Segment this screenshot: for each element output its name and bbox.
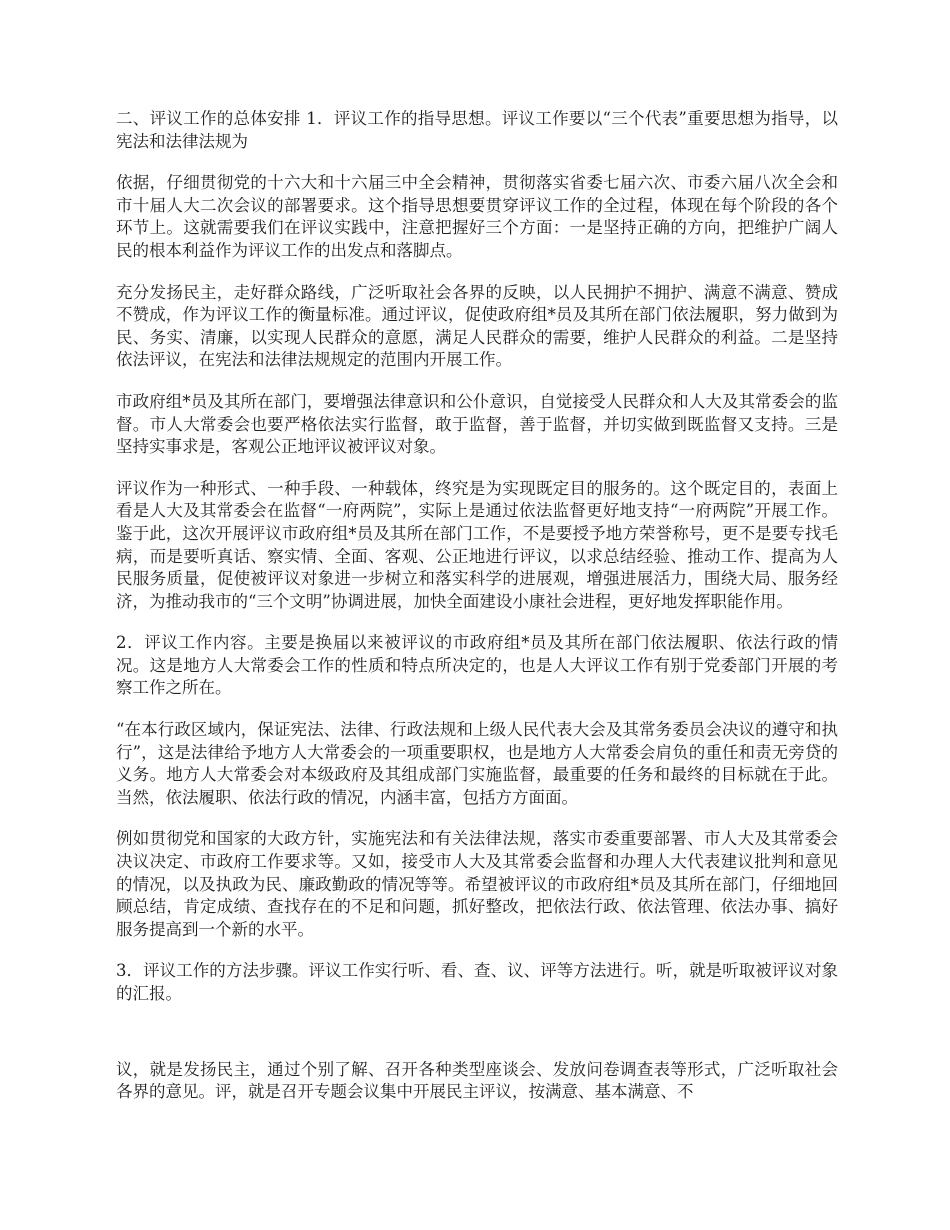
paragraph-1: 二、评议工作的总体安排 1．评议工作的指导思想。评议工作要以“三个代表”重要思想为指导，以宪法和法律法规为: [116, 109, 838, 151]
paragraph-7: “在本行政区域内，保证宪法、法律、行政法规和上级人民代表大会及其常务委员会决议的遵守和执行”，这是法律给予地方人大常委会的一项重要职权，也是地方人大常委会肩负的重任和责无旁贷的义务。地方人大常委会对本级政府及其组成部门实施监督，最重要的任务和最终的目标就在于此。当然，依法履职、依法行政的情况，内涵丰富，包括方方面面。: [116, 720, 838, 807]
paragraph-8: 例如贯彻党和国家的大政方针，实施宪法和有关法律法规，落实市委重要部署、市人大及其常委会决议决定、市政府工作要求等。又如，接受市人大及其常委会监督和办理人大代表建议批判和意见的情况，以及执政为民、廉政勤政的情况等等。希望被评议的市政府组*员及其所在部门，仔细地回顾总结，肯定成绩、查找存在的不足和问题，抓好整改，把依法行政、依法管理、依法办事、搞好服务提高到一个新的水平。: [116, 829, 838, 939]
paragraph-5: 评议作为一种形式、一种手段、一种载体，终究是为实现既定目的服务的。这个既定目的，表面上看是人大及其常委会在监督“一府两院”，实际上是通过依法监督更好地支持“一府两院”开展工作。鉴于此，这次开展评议市政府组*员及其所在部门工作，不是要授予地方荣誉称号，更不是要专找毛病，而是要听真话、察实情、全面、客观、公正地进行评议，以求总结经验、推动工作、提高为人民服务质量，促使被评议对象进一步树立和落实科学的进展观，增强进展活力，围绕大局、服务经济，为推动我市的“三个文明”协调进展，加快全面建设小康社会进程，更好地发挥职能作用。: [116, 478, 838, 611]
paragraph-9: 3．评议工作的方法步骤。评议工作实行听、看、查、议、评等方法进行。听，就是听取被评议对象的汇报。: [116, 961, 838, 1003]
paragraph-10: 议，就是发扬民主，通过个别了解、召开各种类型座谈会、发放问卷调查表等形式，广泛听取社会各界的意见。评，就是召开专题会议集中开展民主评议，按满意、基本满意、不: [116, 1059, 838, 1102]
paragraph-4: 市政府组*员及其所在部门，要增强法律意识和公仆意识，自觉接受人民群众和人大及其常委会的监督。市人大常委会也要严格依法实行监督，敢于监督，善于监督，并切实做到既监督又支持。三是坚持实事求是，客观公正地评议被评议对象。: [116, 391, 838, 457]
paragraph-3: 充分发扬民主，走好群众路线，广泛听取社会各界的反映，以人民拥护不拥护、满意不满意、赞成不赞成，作为评议工作的衡量标准。通过评议，促使政府组*员及其所在部门依法履职，努力做到为民、务实、清廉，以实现人民群众的意愿，满足人民群众的需要，维护人民群众的利益。二是坚持依法评议，在宪法和法律法规规定的范围内开展工作。: [116, 282, 838, 370]
paragraph-6: 2．评议工作内容。主要是换届以来被评议的市政府组*员及其所在部门依法履职、依法行政的情况。这是地方人大常委会工作的性质和特点所决定的，也是人大评议工作有别于党委部门开展的考察工作之所在。: [116, 633, 838, 698]
paragraph-2: 依据，仔细贯彻党的十六大和十六届三中全会精神，贯彻落实省委七届六次、市委六届八次全会和市十届人大二次会议的部署要求。这个指导思想要贯穿评议工作的全过程，体现在每个阶段的各个环节上。这就需要我们在评议实践中，注意把握好三个方面：一是坚持正确的方向，把维护广阔人民的根本利益作为评议工作的出发点和落脚点。: [116, 173, 838, 260]
